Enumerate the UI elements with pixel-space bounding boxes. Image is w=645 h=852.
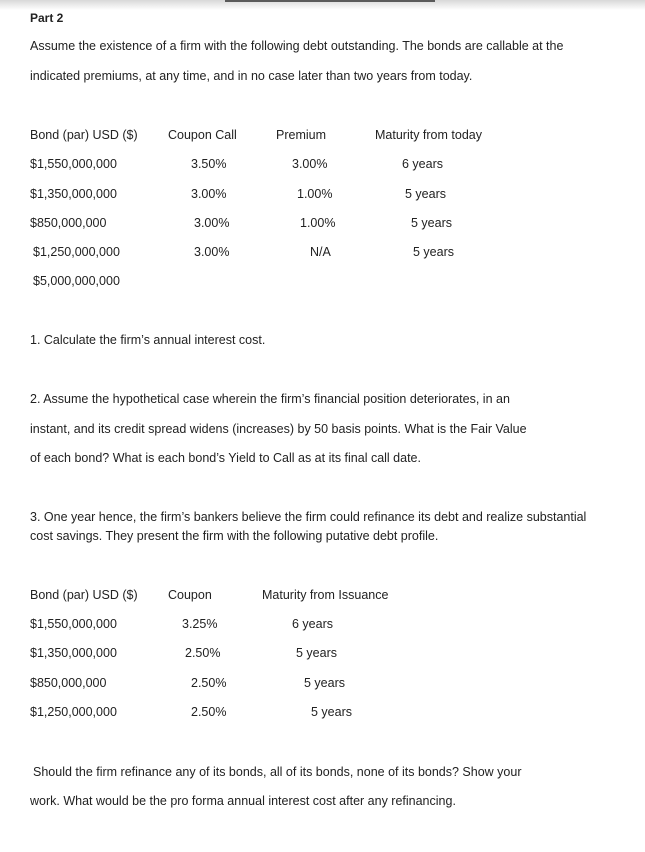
t2-bond: $1,350,000,000 (30, 646, 117, 660)
t1-bond: $1,350,000,000 (30, 187, 117, 201)
t2-maturity: 5 years (311, 705, 352, 719)
t2-coupon: 2.50% (191, 705, 227, 719)
t2-header-maturity: Maturity from Issuance (262, 588, 389, 602)
t1-maturity: 5 years (405, 187, 446, 201)
closing-line-2: work. What would be the pro forma annual interest cost after any refinancing. (30, 794, 456, 808)
t1-bond: $1,550,000,000 (30, 157, 117, 171)
intro-line-2: indicated premiums, at any time, and in no case later than two years from today. (30, 69, 473, 83)
t2-coupon: 3.25% (182, 617, 218, 631)
question-1: 1. Calculate the firm’s annual interest cost. (30, 333, 266, 347)
t1-coupon: 3.00% (194, 245, 230, 259)
t2-coupon: 2.50% (191, 676, 227, 690)
t2-maturity: 5 years (296, 646, 337, 660)
t2-bond: $850,000,000 (30, 676, 107, 690)
t2-header-coupon: Coupon (168, 588, 212, 602)
t1-header-coupon: Coupon Call (168, 128, 237, 142)
t1-premium: 1.00% (300, 216, 336, 230)
t1-total: $5,000,000,000 (33, 274, 120, 288)
t1-premium: 3.00% (292, 157, 328, 171)
t1-maturity: 5 years (413, 245, 454, 259)
t1-coupon: 3.50% (191, 157, 227, 171)
top-divider (225, 0, 435, 2)
closing-line-1: Should the firm refinance any of its bonds, all of its bonds, none of its bonds? Show your (33, 765, 522, 779)
t1-bond: $850,000,000 (30, 216, 107, 230)
question-3-line-2: cost savings. They present the firm with the following putative debt profile. (30, 529, 439, 543)
t2-bond: $1,550,000,000 (30, 617, 117, 631)
t1-premium: N/A (310, 245, 331, 259)
question-3-line-1: 3. One year hence, the firm’s bankers believe the firm could refinance its debt and realize substantial (30, 510, 587, 524)
question-2-line-1: 2. Assume the hypothetical case wherein the firm’s financial position deteriorates, in an (30, 392, 510, 406)
t1-header-bond: Bond (par) USD ($) (30, 128, 138, 142)
t2-coupon: 2.50% (185, 646, 221, 660)
t1-coupon: 3.00% (191, 187, 227, 201)
t2-header-bond: Bond (par) USD ($) (30, 588, 138, 602)
t1-maturity: 6 years (402, 157, 443, 171)
question-2-line-2: instant, and its credit spread widens (increases) by 50 basis points. What is the Fair Value (30, 422, 527, 436)
t2-maturity: 6 years (292, 617, 333, 631)
t1-header-maturity: Maturity from today (375, 128, 482, 142)
t2-bond: $1,250,000,000 (30, 705, 117, 719)
t1-bond: $1,250,000,000 (33, 245, 120, 259)
t1-maturity: 5 years (411, 216, 452, 230)
t2-maturity: 5 years (304, 676, 345, 690)
t1-premium: 1.00% (297, 187, 333, 201)
intro-line-1: Assume the existence of a firm with the following debt outstanding. The bonds are callable at the (30, 39, 564, 53)
part-title: Part 2 (30, 11, 64, 25)
t1-header-premium: Premium (276, 128, 327, 142)
question-2-line-3: of each bond? What is each bond’s Yield to Call as at its final call date. (30, 451, 421, 465)
t1-coupon: 3.00% (194, 216, 230, 230)
